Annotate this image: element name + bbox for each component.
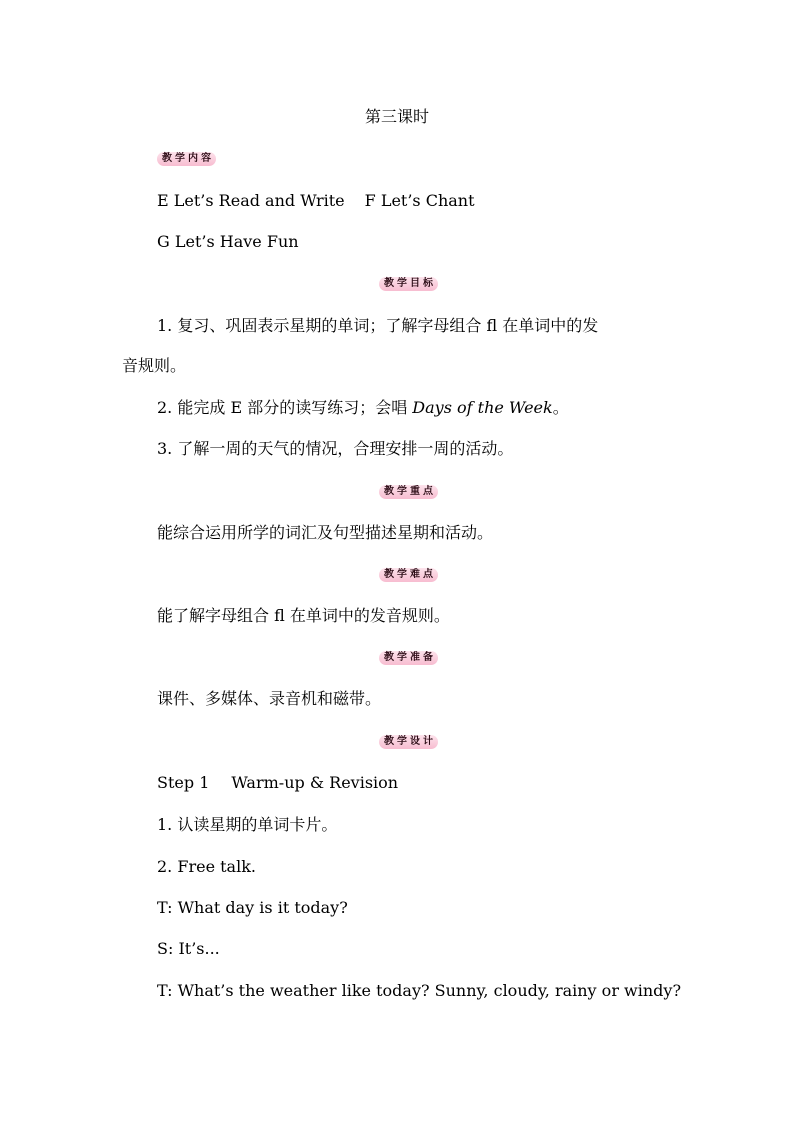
step-1-item-2: 2. Free talk.	[157, 857, 256, 876]
goal-2	[157, 398, 569, 418]
goal-2-prefix: 2. 能完成 E 部分的读写练习；会唱	[157, 398, 413, 417]
dialog-line-1: T: What day is it today?	[157, 898, 348, 917]
section-label-content: 教学内容	[157, 152, 216, 166]
step-1-heading	[157, 773, 398, 793]
goal-2-suffix: 。	[552, 398, 569, 417]
content-line-2: G Let’s Have Fun	[157, 232, 299, 251]
difficulties-text: 能了解字母组合 fl 在单词中的发音规则。	[157, 606, 450, 625]
goal-2-song-title: Days of the Week	[412, 398, 553, 417]
section-label-goals: 教学目标	[379, 277, 438, 291]
section-label-design: 教学设计	[379, 735, 438, 749]
section-label-preparation: 教学准备	[379, 651, 438, 665]
section-label-key-points: 教学重点	[379, 485, 438, 499]
step-1-item-1: 1. 认读星期的单词卡片。	[157, 815, 338, 834]
key-points-text: 能综合运用所学的词汇及句型描述星期和活动。	[157, 523, 494, 542]
page-title: 第三课时	[364, 107, 429, 126]
dialog-line-2: S: It’s...	[157, 939, 220, 958]
preparation-text: 课件、多媒体、录音机和磁带。	[157, 689, 382, 708]
goal-3: 3. 了解一周的天气的情况，合理安排一周的活动。	[157, 439, 514, 458]
goal-1-line-2: 音规则。	[122, 356, 187, 375]
section-label-difficulties: 教学难点	[379, 568, 438, 582]
step-1-number: Step 1	[157, 773, 210, 792]
dialog-line-3: T: What’s the weather like today? Sunny, cloudy, rainy or windy?	[157, 981, 682, 1000]
step-1-title: Warm-up & Revision	[231, 773, 399, 792]
content-part-e: E Let’s Read and Write	[157, 191, 345, 210]
goal-1-line-1: 1. 复习、巩固表示星期的单词；了解字母组合 fl 在单词中的发	[157, 316, 599, 335]
content-part-f: F Let’s Chant	[364, 191, 475, 210]
content-line-1	[157, 191, 475, 211]
